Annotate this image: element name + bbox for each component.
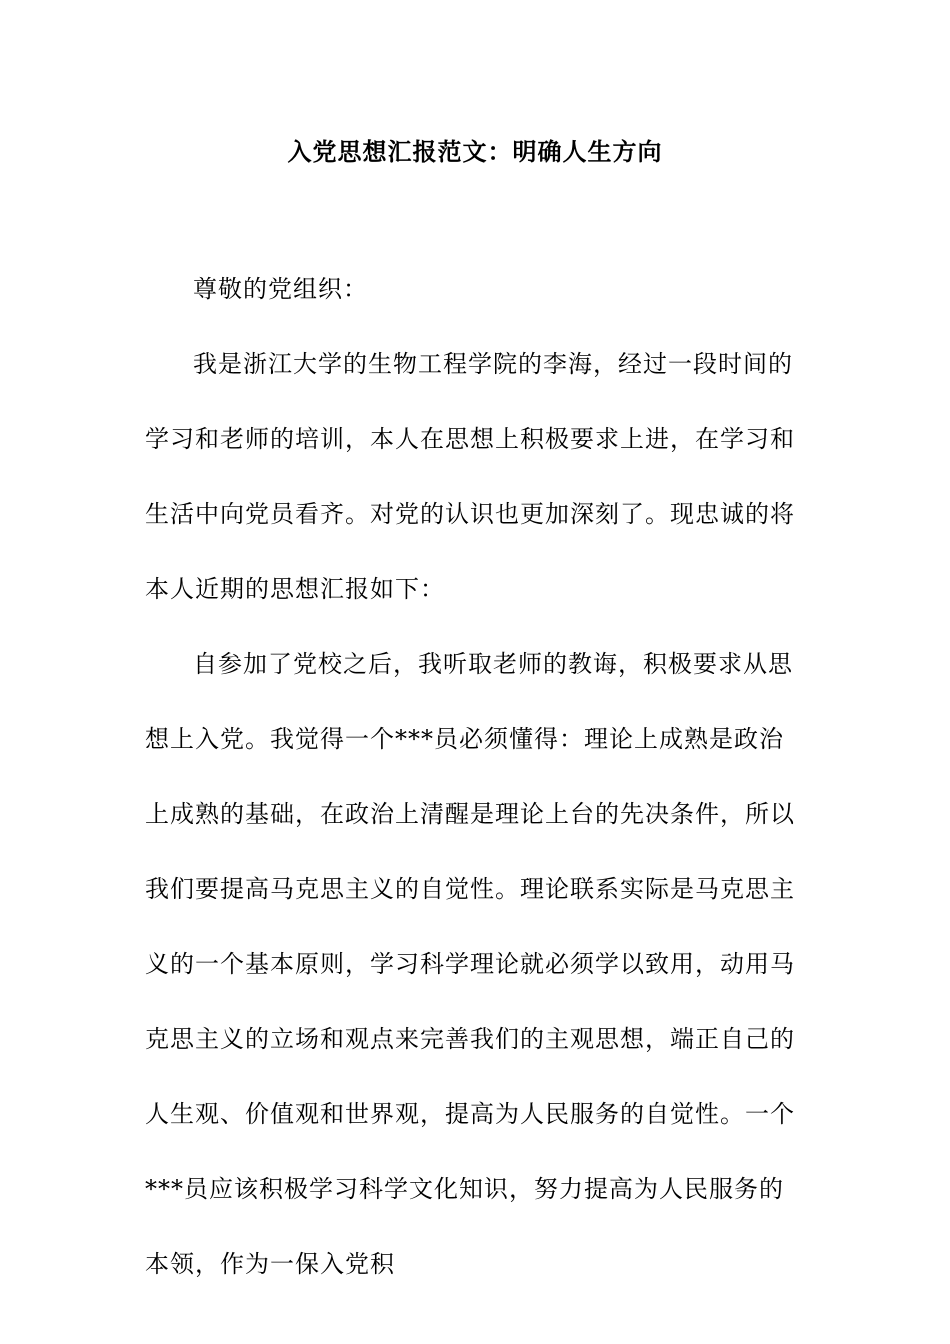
salutation: 尊敬的党组织： [193, 275, 368, 303]
document-title: 入党思想汇报范文：明确人生方向 [287, 137, 663, 166]
paragraph-1: 我是浙江大学的生物工程学院的李海，经过一段时间的学习和老师的培训，本人在思想上积极要求上进，在学习和生活中向党员看齐。对党的认识也更加深刻了。现忠诚的将本人近期的思想汇报如下： [145, 350, 795, 603]
paragraph-2: 自参加了党校之后，我听取老师的教诲，积极要求从思想上入党。我觉得一个***员必须懂得：理论上成熟是政治上成熟的基础，在政治上清醒是理论上台的先决条件，所以我们要提高马克思主义的自觉性。理论联系实际是马克思主义的一个基本原则，学习科学理论就必须学以致用，动用马克思主义的立场和观点来完善我们的主观思想，端正自己的人生观、价值观和世界观，提高为人民服务的自觉性。一个***员应该积极学习科学文化知识，努力提高为人民服务的本领，作为一保入党积 [145, 650, 795, 1278]
document-body [145, 252, 807, 1302]
